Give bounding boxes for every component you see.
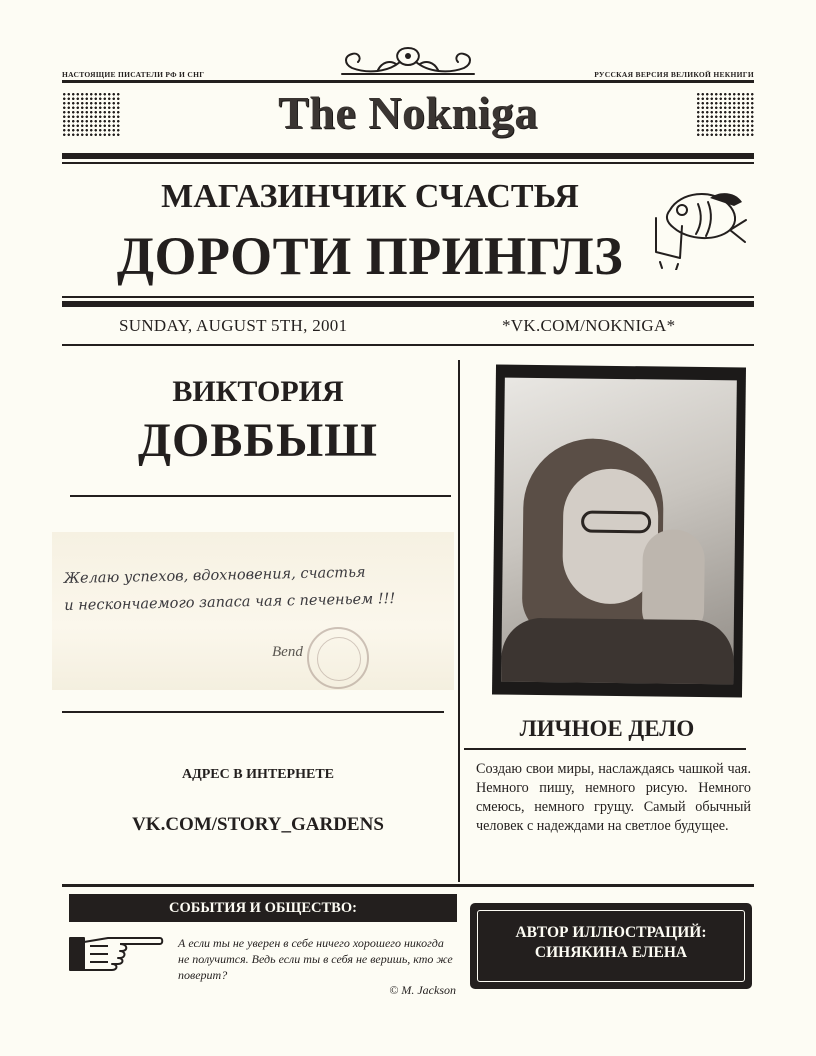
tagline-left: НАСТОЯЩИЕ ПИСАТЕЛИ РФ И СНГ: [62, 70, 205, 79]
headline-line1: МАГАЗИНЧИК СЧАСТЬЯ: [161, 178, 579, 215]
masthead: The Nokniga: [278, 87, 538, 138]
dateline-url[interactable]: *VK.COM/NOKNIGA*: [502, 316, 676, 335]
column-divider: [458, 360, 460, 882]
name-rule: [70, 495, 451, 497]
handwritten-wish-card: [52, 532, 454, 690]
author-first-name: ВИКТОРИЯ: [172, 375, 344, 408]
headline-line2: ДОРОТИ ПРИНГЛЗ: [116, 226, 624, 286]
masthead-rule-thick: [62, 153, 754, 159]
credit-name: СИНЯКИНА ЕЛЕНА: [534, 944, 688, 961]
headline-rule-thin: [62, 296, 754, 298]
photo-image: [501, 378, 737, 685]
personal-bio: Создаю свои миры, наслаждаясь чашкой чая. Немного пишу, немного рисую. Немного смеюсь, немного грущу. Самый обычный человек с надеждами на светлое будущее.: [476, 761, 751, 834]
pointing-hand-icon: [68, 932, 164, 976]
personal-rule: [464, 748, 746, 750]
author-photo: [492, 364, 746, 697]
credit-label: АВТОР ИЛЛЮСТРАЦИЙ:: [515, 924, 707, 941]
ornament-icon: [338, 42, 478, 82]
illustrator-credit-box: [470, 903, 752, 989]
internet-address[interactable]: VK.COM/STORY_GARDENS: [132, 814, 384, 835]
wish-line-1: Желаю успехов, вдохновения, счастья: [63, 564, 366, 587]
quote-author: © M. Jackson: [389, 983, 456, 997]
top-rule: [62, 80, 754, 83]
fish-illustration-icon: [650, 180, 750, 270]
wish-line-2: и нескончаемого запаса чая с печеньем !!!: [64, 591, 396, 614]
personal-title: ЛИЧНОЕ ДЕЛО: [519, 716, 695, 741]
dateline-rule: [62, 344, 754, 346]
internet-label: АДРЕС В ИНТЕРНЕТЕ: [182, 767, 334, 782]
events-quote: А если ты не уверен в себе ничего хорошего никогда не получится. Ведь если ты в себя не веришь, кто же поверит?: [178, 936, 453, 982]
tagline-right: РУССКАЯ ВЕРСИЯ ВЕЛИКОЙ НЕКНИГИ: [594, 70, 754, 79]
bottom-section-rule: [62, 884, 754, 887]
signature: Веnd: [272, 644, 303, 660]
events-title: СОБЫТИЯ И ОБЩЕСТВО:: [69, 894, 457, 922]
masthead-rule-thin: [62, 162, 754, 164]
headline-rule-thick: [62, 301, 754, 307]
stamp-icon: [307, 627, 369, 689]
dateline-date: SUNDAY, AUGUST 5TH, 2001: [119, 316, 348, 335]
wish-rule: [62, 711, 444, 713]
author-last-name: ДОВБЫШ: [138, 414, 378, 467]
handwritten-wish: [63, 558, 444, 620]
